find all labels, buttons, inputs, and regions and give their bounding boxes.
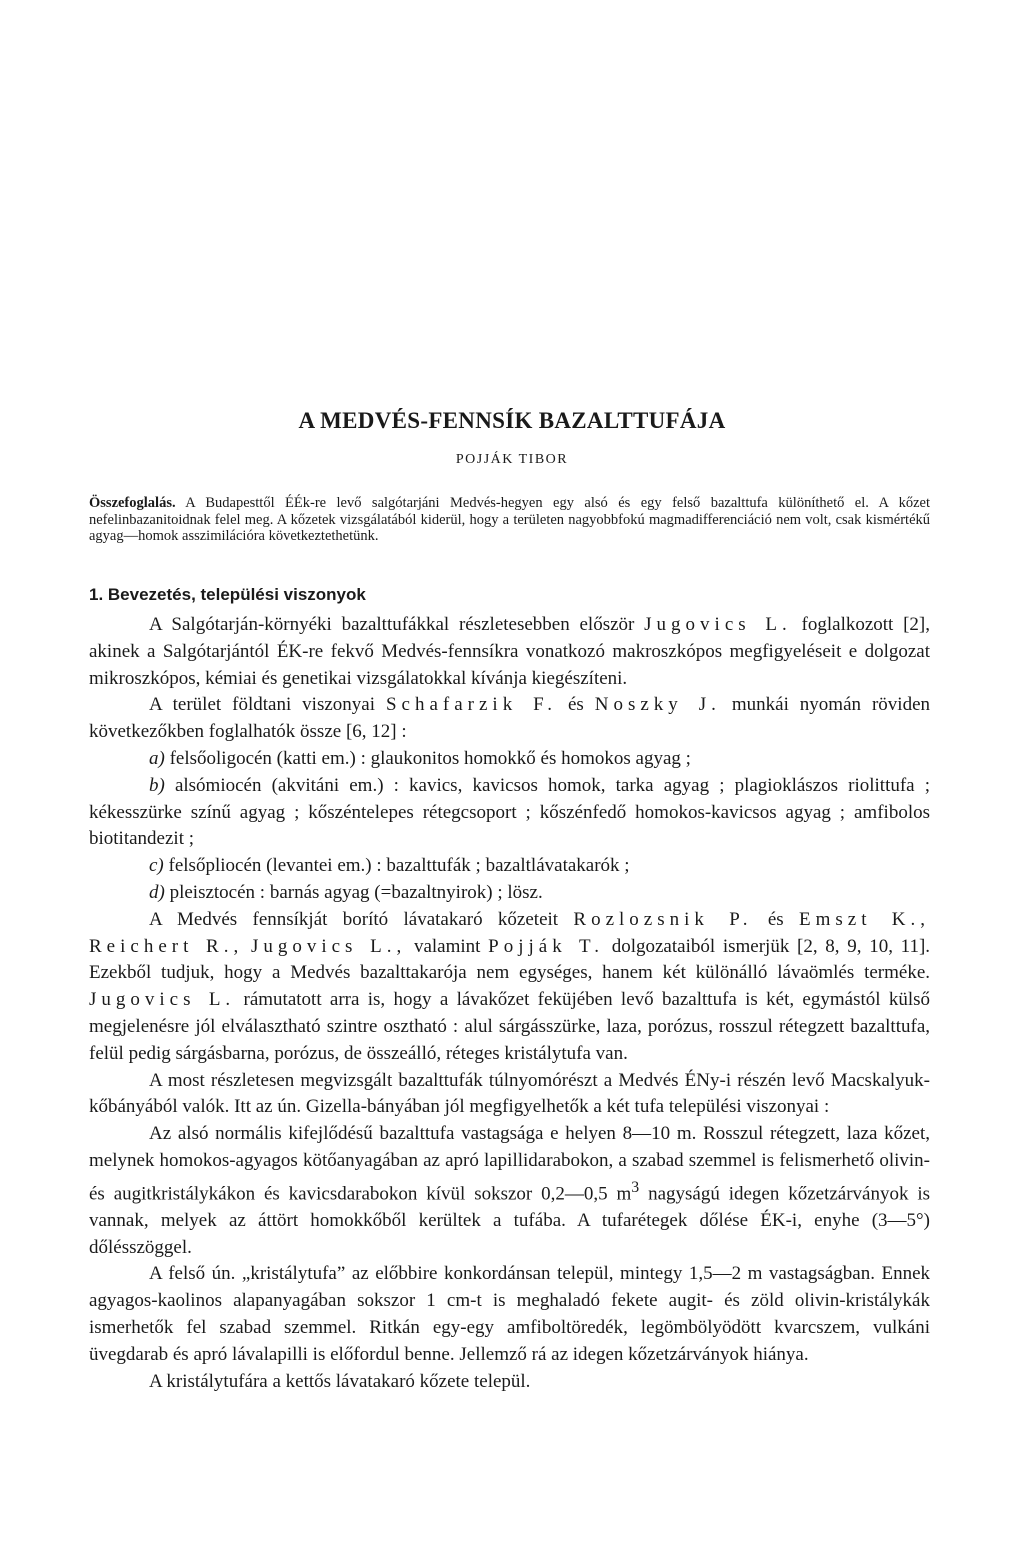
list-marker: d) [149, 881, 165, 903]
author-name: POJJÁK TIBOR [455, 452, 569, 467]
list-item-c [89, 853, 930, 880]
list-text: felsőoligocén (katti em.) : glaukonitos homokkő és homokos agyag ; [169, 747, 691, 769]
p5-text-a: Az alsó normális kifejlődésű bazalttufa vastagsága e helyen 8—10 m. Rosszul rétegzett, laza kőzet, melynek homokos-agyagos kötőanyagában az apró lapillidarabokon, a szabad szemmel is felismerhető olivin- és augitkristálykákon és kavicsdarabokon kívül sokszor 0,2—0,5 m [89, 1123, 930, 1205]
page-title: A MEDVÉS-FENNSÍK BAZALTTUFÁJA [298, 408, 726, 433]
list-item-a [89, 746, 930, 773]
list-text: felsőpliocén (levantei em.) : bazalttufák ; bazaltlávatakarók ; [168, 855, 630, 877]
paragraph-6: A felső ún. „kristálytufa” az előbbire konkordánsan települ, mintegy 1,5—2 m vastagságban. Ennek agyagos-kaolinos alapanyagában sokszor 1 cm-t is meghaladó fekete augit- és zöld olivin-kristálykák ismerhetők fel szabad szemmel. Ritkán egy-egy amfiboltöredék, legömbölyödött kvarcszem, vulkáni üvegdarab és apró lávalapilli is előfordul benne. Jellemző rá az idegen kőzetzárványok hiánya. [89, 1263, 930, 1365]
abstract-text: A Budapesttől ÉÉk-re levő salgótarjáni Medvés-hegyen egy alsó és egy felső bazalttufa különíthető el. A kőzet nefelinbazanitoidnak felel meg. A kőzetek vizsgálatából kiderül, hogy a területen nagyobbfokú magmadifferenciáció nem volt, csak kismértékű agyag—homok asszimilációra következtethetünk. [89, 495, 931, 544]
p3-text-d: dolgozataiból ismerjük [2, 8, 9, 10, 11]. Ezekből tudjuk, hogy a Medvés bazalttakarója nem egységes, hanem két különálló lávaömlés terméke. [89, 935, 931, 984]
superscript: 3 [631, 1178, 640, 1196]
author-ref: Rozlozsnik P. [573, 908, 753, 930]
author-ref: Pojják T. [488, 935, 605, 957]
p3-text-a: A Medvés fennsíkját borító lávatakaró kőzeteit [149, 908, 559, 930]
author-ref: Reichert R., [89, 935, 244, 957]
p3-text-c: valamint [413, 935, 481, 957]
list-text: alsómiocén (akvitáni em.) : kavics, kavicsos homok, tarka agyag ; plagioklászos riolittufa ; kékesszürke színű agyag ; kőszéntelepes rétegcsoport ; kőszénfedő homokos-kavicsos agyag ; amfibolos biotitandezit ; [89, 774, 931, 850]
abstract-label: Összefoglalás. [89, 495, 176, 511]
paragraph-2 [89, 692, 930, 746]
p3-text-e: rámutatott arra is, hogy a lávakőzet feküjében levő bazalttufa is két, egymástól külső megjelenésre jól elválasztható szintre osztható : alul sárgásszürke, laza, porózus, rosszul rétegzett bazalttufa, felül pedig sárgásbarna, porózus, de összeálló, réteges kristálytufa van. [89, 989, 931, 1064]
abstract [89, 495, 930, 545]
p1-text-b: foglalkozott [2], akinek a Salgótarjántól ÉK-re fekvő Medvés-fennsíkra vonatkozó makroszkópos megfigyeléseit e dolgozat mikroszkópos, kémiai és genetikai vizsgálatokkal kívánja kiegészíteni. [89, 614, 931, 689]
author-ref: Emszt K., [798, 908, 931, 930]
paragraph-3 [89, 907, 930, 1068]
author-ref: Schafarzik F. [385, 694, 557, 716]
p5-text-b: nagyságú idegen kőzetzárványok is vannak, melyek az áttört homokkőből kerültek a tufába. A tufarétegek dőlése ÉK-i, enyhe (3—5°) dőlésszöggel. [89, 1183, 931, 1258]
list-item-b [89, 773, 930, 853]
p2-text-b: és [567, 694, 584, 716]
author-ref: Jugovics L. [89, 989, 236, 1011]
p1-text-a: A Salgótarján-környéki bazalttufákkal részletesebben először [149, 614, 635, 635]
body-text [89, 612, 930, 1395]
list-marker: c) [149, 855, 164, 877]
paragraph-7: A kristálytufára a kettős lávatakaró kőzete települ. [149, 1370, 531, 1392]
p2-text-c: munkái nyomán röviden következőkben foglalhatók össze [6, 12] : [89, 694, 931, 743]
p3-text-b: és [767, 908, 784, 930]
paragraph-1 [89, 612, 930, 692]
author-ref: Jugovics L., [250, 935, 407, 957]
paragraph-5 [89, 1121, 930, 1261]
list-text: pleisztocén : barnás agyag (=bazaltnyirok) ; lösz. [169, 881, 543, 903]
section-heading: 1. Bevezetés, települési viszonyok [89, 585, 366, 604]
paragraph-4: A most részletesen megvizsgált bazalttufák túlnyomórészt a Medvés ÉNy-i részén levő Macskalyuk-kőbányából valók. Itt az ún. Gizella-bányában jól megfigyelhetők a két tufa települési viszonyai : [89, 1069, 930, 1118]
list-marker: a) [149, 747, 165, 769]
list-item-d [89, 880, 930, 907]
author-ref: Jugovics L. [644, 614, 792, 635]
author-ref: Noszky J. [594, 694, 721, 716]
list-marker: b) [149, 774, 165, 796]
p2-text-a: A terület földtani viszonyai [149, 694, 375, 716]
